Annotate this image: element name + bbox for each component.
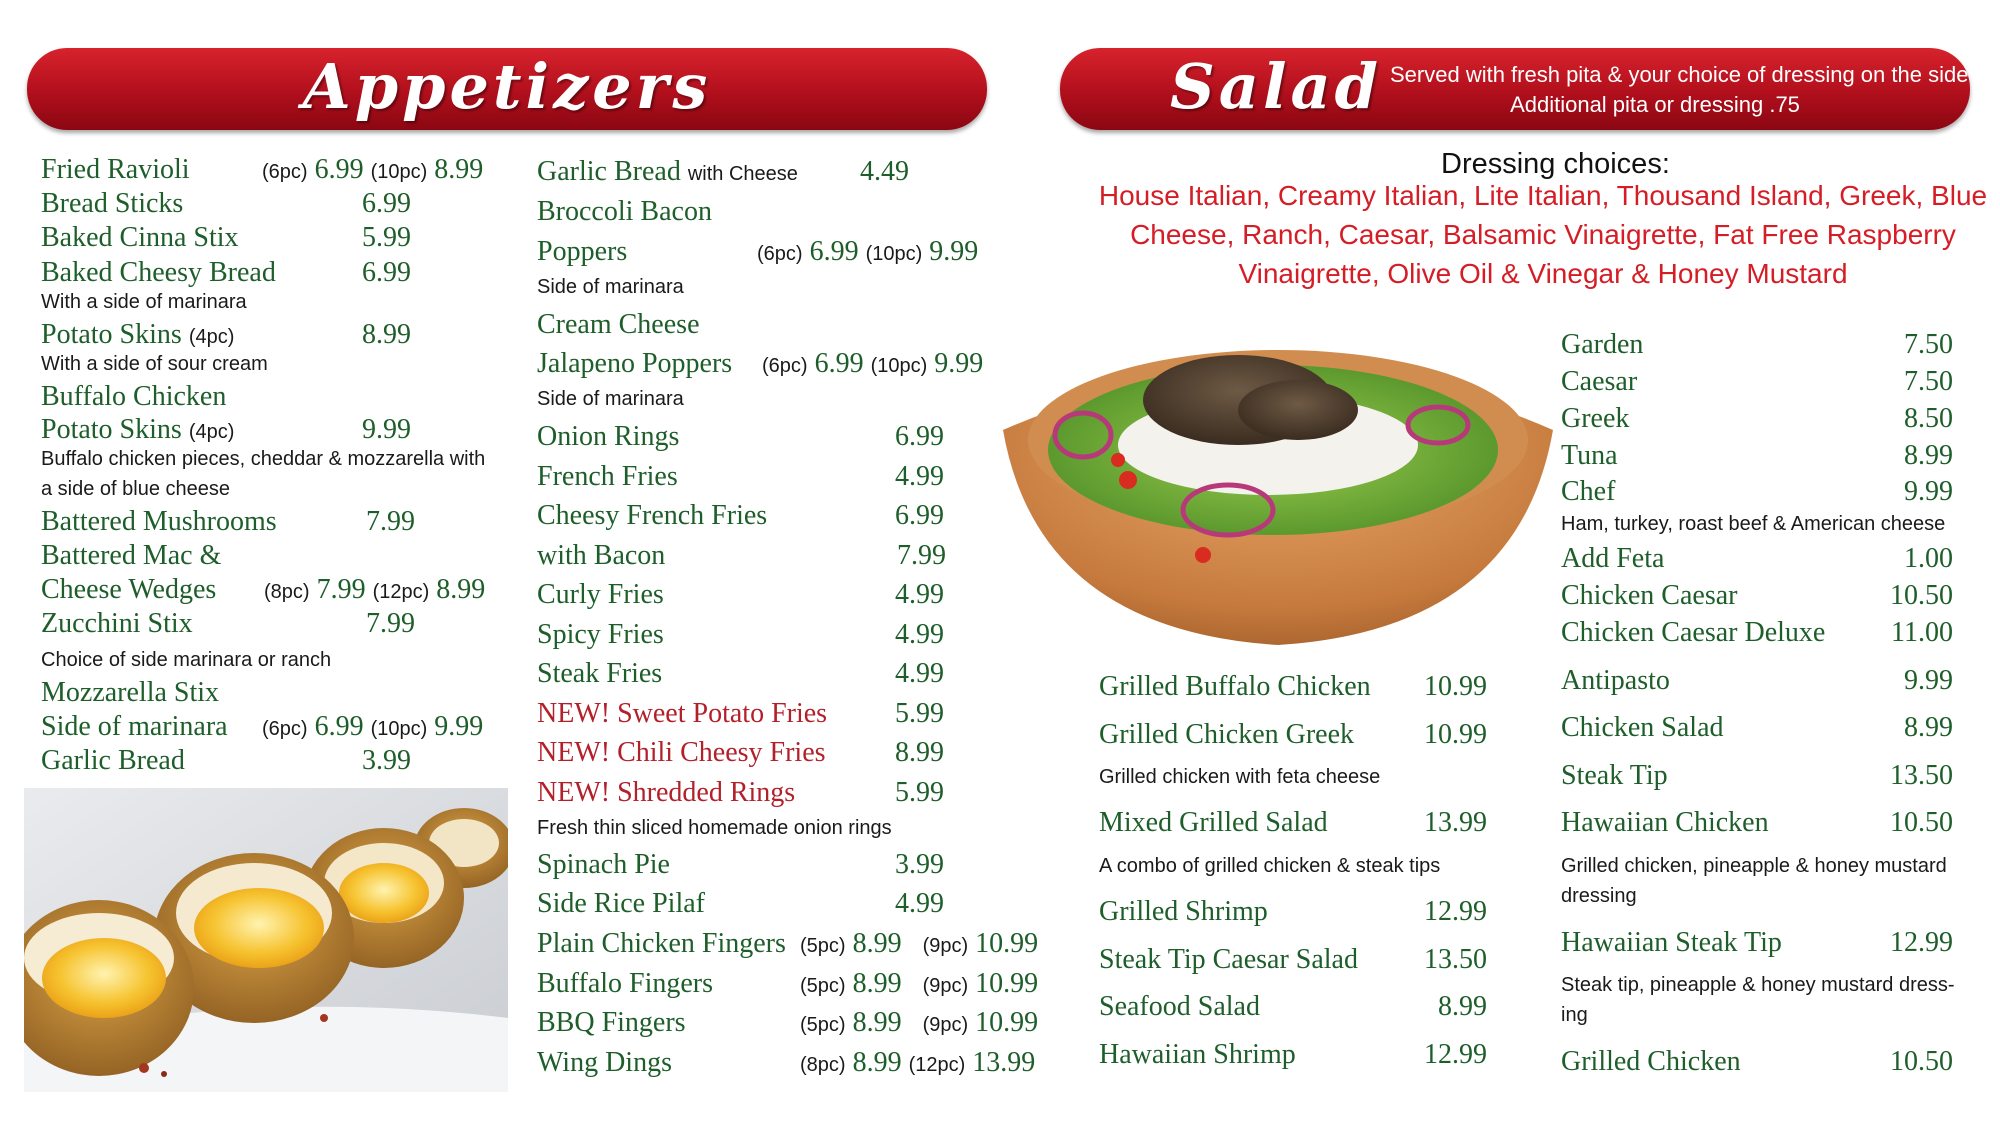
item-price: 7.99 (897, 540, 946, 571)
item-price: 8.50 (1904, 403, 1953, 434)
menu-item: Spinach Pie (537, 849, 670, 880)
menu-item: Potato Skins (4pc) (41, 319, 235, 350)
menu-item: Steak Tip Caesar Salad (1099, 944, 1358, 975)
menu-item: Hawaiian Shrimp (1099, 1039, 1296, 1070)
menu-item: Caesar (1561, 366, 1638, 397)
item-price: 3.99 (362, 745, 411, 776)
menu-item: Mozzarella Stix (41, 677, 220, 708)
item-price: 12.99 (1424, 896, 1487, 927)
item-prices: (6pc) 6.99 (10pc) 9.99 (757, 236, 979, 267)
menu-item: Chicken Caesar (1561, 580, 1738, 611)
item-note: With a side of marinara (41, 291, 247, 313)
menu-item: Curly Fries (537, 579, 664, 610)
menu-item: Steak Fries (537, 658, 663, 689)
item-price: 9.99 (362, 414, 411, 445)
menu-item: Add Feta (1561, 543, 1665, 574)
menu-item: Poppers (537, 236, 628, 267)
menu-item: Grilled Shrimp (1099, 896, 1268, 927)
item-note: Side of marinara (537, 276, 684, 298)
item-price: 11.00 (1891, 617, 1953, 648)
menu-item: Fried Ravioli (41, 154, 190, 185)
menu-item: Battered Mushrooms (41, 506, 277, 537)
menu-item: Baked Cinna Stix (41, 222, 239, 253)
menu-item: Cheesy French Fries (537, 500, 768, 531)
item-price: 6.99 (362, 188, 411, 219)
menu-item-new: NEW! Chili Cheesy Fries (537, 737, 826, 768)
menu-item: with Bacon (537, 540, 666, 571)
potato-skins-photo (24, 788, 508, 1092)
menu-item: Antipasto (1561, 665, 1670, 696)
item-prices: (8pc) 8.99 (12pc) 13.99 (800, 1047, 1036, 1078)
item-price: 5.99 (895, 777, 944, 808)
item-price: 10.99 (1424, 719, 1487, 750)
item-price: 6.99 (362, 257, 411, 288)
item-price: 9.99 (1904, 665, 1953, 696)
menu-item: Hawaiian Chicken (1561, 807, 1769, 838)
item-price: 8.99 (1438, 991, 1487, 1022)
menu-item: Baked Cheesy Bread (41, 257, 276, 288)
item-price: 13.50 (1890, 760, 1953, 791)
menu-item: Broccoli Bacon (537, 196, 712, 227)
salad-title: Salad (1170, 50, 1383, 123)
item-price: 6.99 (895, 421, 944, 452)
item-note: Ham, turkey, roast beef & American cheese (1561, 513, 1946, 535)
menu-item: French Fries (537, 461, 678, 492)
menu-item: Steak Tip (1561, 760, 1668, 791)
item-note: Choice of side marinara or ranch (41, 649, 332, 671)
item-note: Side of marinara (537, 388, 684, 410)
item-price: 8.99 (1904, 712, 1953, 743)
menu-item: Tuna (1561, 440, 1618, 471)
menu-item: Mixed Grilled Salad (1099, 807, 1328, 838)
menu-item: Garlic Bread with Cheese (537, 156, 798, 187)
item-price: 8.99 (895, 737, 944, 768)
item-price: 4.99 (895, 619, 944, 650)
menu-item: Battered Mac & (41, 540, 222, 571)
item-note: With a side of sour cream (41, 353, 268, 375)
item-note: Steak tip, pineapple & honey mustard dress-ing (1561, 974, 1955, 1026)
item-note: Grilled chicken with feta cheese (1099, 766, 1381, 788)
dressing-choices-title: Dressing choices: (1441, 148, 1670, 180)
item-price: 10.50 (1890, 580, 1953, 611)
dressing-choices-list: House Italian, Creamy Italian, Lite Italian, Thousand Island, Greek, Blue Cheese, Ranch, Caesar, Balsamic Vinaigrette, Fat Free Raspberry Vinaigrette, Olive Oil & Vinegar & Honey Mustard (1098, 180, 1988, 289)
item-price: 10.50 (1890, 1046, 1953, 1077)
appetizers-banner (27, 48, 987, 130)
item-price: 9.99 (1904, 476, 1953, 507)
menu-item: Buffalo Chicken (41, 381, 227, 412)
item-price: 7.50 (1904, 366, 1953, 397)
item-note: A combo of grilled chicken & steak tips (1099, 855, 1441, 877)
salad-bowl-photo (998, 340, 1558, 650)
item-price: 4.99 (895, 579, 944, 610)
menu-item: Grilled Buffalo Chicken (1099, 671, 1371, 702)
menu-item: Chicken Salad (1561, 712, 1724, 743)
menu-item: Chef (1561, 476, 1616, 507)
item-price: 1.00 (1904, 543, 1953, 574)
menu-item: Garlic Bread (41, 745, 185, 776)
item-note: Grilled chicken, pineapple & honey mustard dressing (1561, 855, 1947, 907)
item-price: 10.50 (1890, 807, 1953, 838)
item-price: 4.99 (895, 658, 944, 689)
menu-item: Hawaiian Steak Tip (1561, 927, 1782, 958)
menu-item: Potato Skins (4pc) (41, 414, 235, 445)
menu-item: Chicken Caesar Deluxe (1561, 617, 1826, 648)
menu-item: Grilled Chicken (1561, 1046, 1741, 1077)
item-price: 12.99 (1424, 1039, 1487, 1070)
item-price: 4.99 (895, 461, 944, 492)
menu-item: Zucchini Stix (41, 608, 193, 639)
item-prices: (8pc) 7.99 (12pc) 8.99 (264, 574, 486, 605)
item-price: 13.99 (1424, 807, 1487, 838)
menu-item: Spicy Fries (537, 619, 664, 650)
menu-item: Cream Cheese (537, 309, 700, 340)
item-prices: (6pc) 6.99 (10pc) 8.99 (262, 154, 484, 185)
menu-item: Onion Rings (537, 421, 680, 452)
item-price: 7.99 (366, 506, 415, 537)
item-prices: (6pc) 6.99 (10pc) 9.99 (262, 711, 484, 742)
item-prices: (5pc) 8.99 (9pc) 10.99 (800, 1007, 1039, 1038)
item-price: 10.99 (1424, 671, 1487, 702)
menu-item: Plain Chicken Fingers (537, 928, 786, 959)
menu-item: Seafood Salad (1099, 991, 1260, 1022)
item-price: 5.99 (362, 222, 411, 253)
item-price: 4.99 (895, 888, 944, 919)
item-price: 8.99 (1904, 440, 1953, 471)
menu-item: Side Rice Pilaf (537, 888, 705, 919)
menu-item: Garden (1561, 329, 1644, 360)
item-price: 5.99 (895, 698, 944, 729)
menu-item-new: NEW! Shredded Rings (537, 777, 796, 808)
menu-item: Bread Sticks (41, 188, 184, 219)
menu-item: BBQ Fingers (537, 1007, 686, 1038)
item-note: Fresh thin sliced homemade onion rings (537, 817, 892, 839)
appetizers-title: Appetizers (302, 50, 712, 123)
menu-item: Side of marinara (41, 711, 228, 742)
item-prices: (5pc) 8.99 (9pc) 10.99 (800, 968, 1039, 999)
salad-subtitle-line1: Served with fresh pita & your choice of dressing on the side (1390, 62, 1969, 87)
menu-item: Cheese Wedges (41, 574, 217, 605)
menu-item: Buffalo Fingers (537, 968, 714, 999)
item-price: 7.50 (1904, 329, 1953, 360)
item-price: 7.99 (366, 608, 415, 639)
menu-item: Greek (1561, 403, 1630, 434)
menu-item: Jalapeno Poppers (537, 348, 733, 379)
item-price: 6.99 (895, 500, 944, 531)
menu-item: Wing Dings (537, 1047, 672, 1078)
item-prices: (6pc) 6.99 (10pc) 9.99 (762, 348, 984, 379)
item-note: Buffalo chicken pieces, cheddar & mozzarella with a side of blue cheese (41, 448, 486, 500)
item-price: 4.49 (860, 156, 909, 187)
menu-item-new: NEW! Sweet Potato Fries (537, 698, 828, 729)
item-price: 3.99 (895, 849, 944, 880)
menu-item: Grilled Chicken Greek (1099, 719, 1355, 750)
item-price: 8.99 (362, 319, 411, 350)
salad-banner (1060, 48, 1970, 130)
item-prices: (5pc) 8.99 (9pc) 10.99 (800, 928, 1039, 959)
item-price: 13.50 (1424, 944, 1487, 975)
item-price: 12.99 (1890, 927, 1953, 958)
salad-subtitle-line2: Additional pita or dressing .75 (1510, 92, 1800, 117)
